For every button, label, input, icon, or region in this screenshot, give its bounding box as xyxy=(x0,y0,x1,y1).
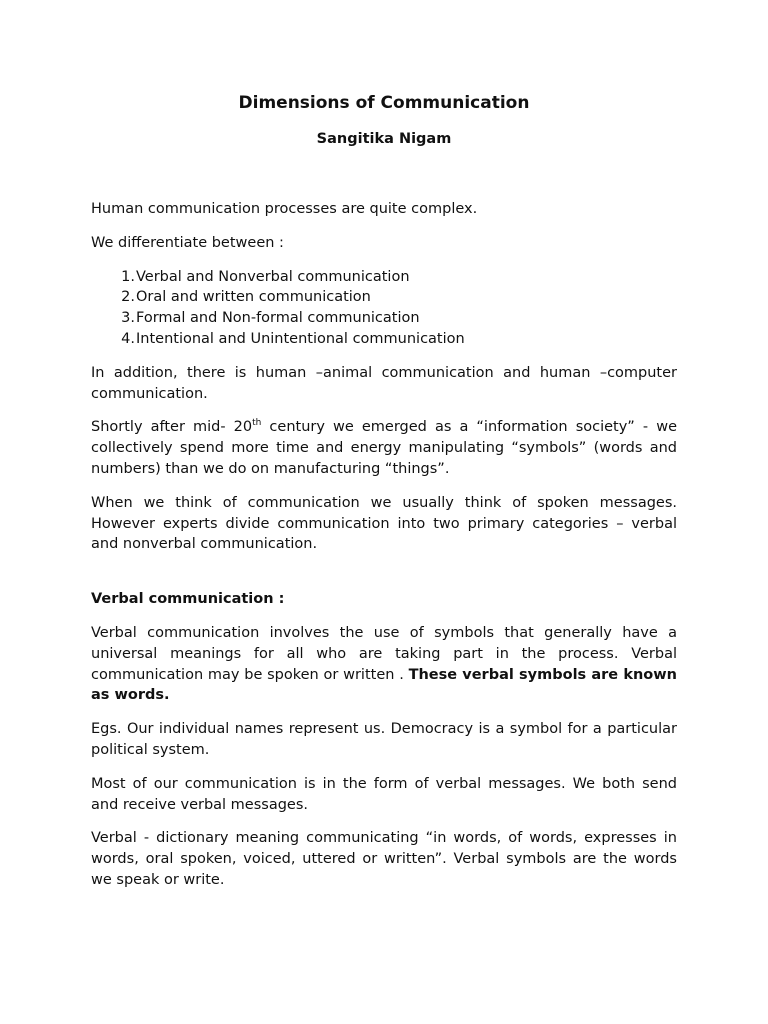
paragraph-examples: Egs. Our individual names represent us. Democracy is a symbol for a particular political system. xyxy=(91,721,677,758)
list-item-text: Intentional and Unintentional communication xyxy=(136,330,465,347)
paragraph-spoken-messages: When we think of communication we usually think of spoken messages. However experts divide communication into two primary categories – verbal and nonverbal communication. xyxy=(91,494,677,553)
paragraph-human-animal: In addition, there is human –animal communication and human –computer communication. xyxy=(91,364,677,402)
paragraph-text-part: Verbal communication involves the use of symbols that generally have a universal meanings for all who are taking part in the process. Verbal communication may be spoken or written . xyxy=(91,624,677,683)
list-item-number: 4. xyxy=(121,330,135,347)
list-item xyxy=(91,267,677,288)
list-item xyxy=(91,287,677,308)
list-item xyxy=(91,308,677,329)
communication-types-list xyxy=(91,267,677,350)
list-item xyxy=(91,329,677,350)
document-body xyxy=(91,199,677,904)
bold-emphasis-text: These verbal symbols are known as words. xyxy=(91,666,677,704)
list-item-number: 2. xyxy=(121,289,135,306)
list-item-number: 1. xyxy=(121,268,135,285)
document-title: Dimensions of Communication xyxy=(238,93,530,113)
section-heading-verbal: Verbal communication : xyxy=(91,591,285,608)
paragraph-text-part: Shortly after mid- 20 xyxy=(91,419,253,436)
paragraph-differentiate: We differentiate between : xyxy=(91,234,284,251)
author-name: Sangitika Nigam xyxy=(316,131,452,147)
paragraph-text-part: century we emerged as a “information society” - we collectively spend more time and energy manipulating “symbols” (words and numbers) than we do on manufacturing “things”. xyxy=(91,419,677,477)
list-item-text: Verbal and Nonverbal communication xyxy=(136,268,410,285)
paragraph-verbal-messages: Most of our communication is in the form of verbal messages. We both send and receive verbal messages. xyxy=(91,775,677,813)
list-item-text: Oral and written communication xyxy=(136,289,371,306)
paragraph-information-society xyxy=(91,417,677,479)
list-item-number: 3. xyxy=(121,310,135,327)
list-item-text: Formal and Non-formal communication xyxy=(136,310,420,327)
paragraph-verbal-symbols xyxy=(91,623,677,706)
paragraph-intro: Human communication processes are quite complex. xyxy=(91,201,478,217)
paragraph-dictionary-meaning: Verbal - dictionary meaning communicating “in words, of words, expresses in words, oral spoken, voiced, uttered or written”. Verbal symbols are the words we speak or write. xyxy=(91,830,677,888)
superscript-th: th xyxy=(252,418,262,429)
